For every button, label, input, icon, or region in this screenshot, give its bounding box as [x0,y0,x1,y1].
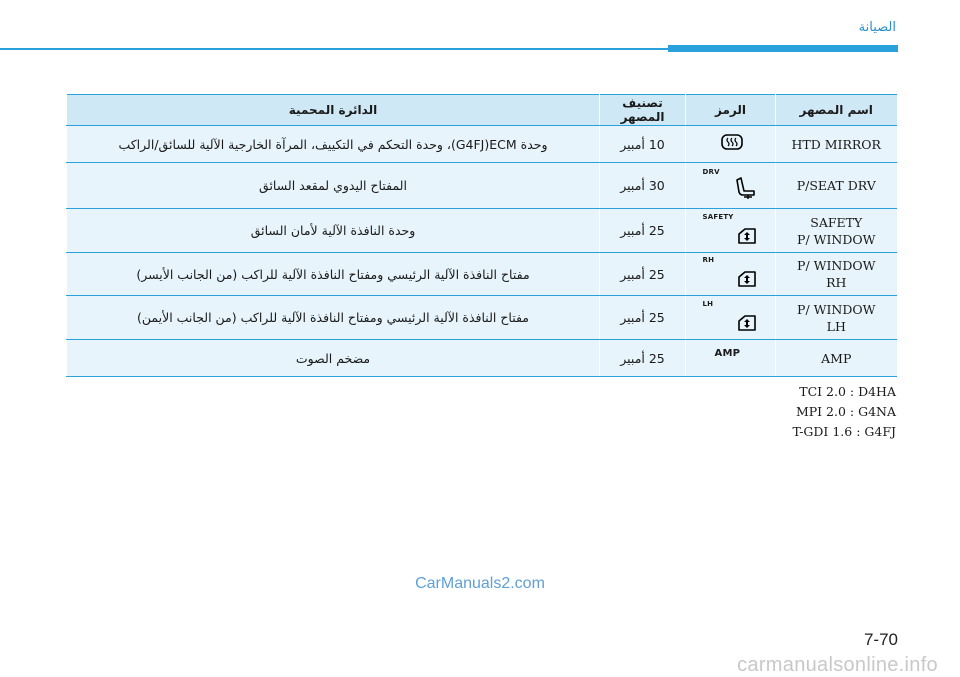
engine-model-line: T-GDI 1.6 : G4FJ [792,424,896,439]
symbol-label: SAFETY [702,212,734,221]
symbol-cell [686,296,776,340]
symbol-label: RH [702,256,715,264]
table-row [67,340,897,377]
symbol-cell [686,253,776,296]
engine-model-line: MPI 2.0 : G4NA [795,404,896,419]
heated-mirror-icon [721,134,743,152]
header-fuse-name: اسم المصهر [776,95,897,126]
table-header-row [67,95,897,126]
footer-watermark: carmanualsonline.info [737,654,938,676]
engine-model-list [792,382,896,442]
symbol-cell [686,163,776,209]
fuse-name-cell: P/ WINDOW LH [776,296,897,340]
table-row [67,126,897,163]
circuit-cell: مضخم الصوت [67,340,600,377]
amp-symbol-label: AMP [714,348,741,359]
power-window-icon [737,314,757,332]
table-row [67,209,897,253]
fuse-rating-cell: 10 أمبير [600,126,686,163]
table-row [67,253,897,296]
symbol-cell [686,340,776,377]
symbol-cell [686,209,776,253]
circuit-cell: مفتاح النافذة الآلية الرئيسي ومفتاح النافذة الآلية للراكب (من الجانب الأيمن) [67,296,600,340]
table-row [67,163,897,209]
fuse-name-cell: P/ WINDOW RH [776,253,897,296]
circuit-cell: مفتاح النافذة الآلية الرئيسي ومفتاح النافذة الآلية للراكب (من الجانب الأيسر) [67,253,600,296]
symbol-label: DRV [702,167,720,176]
symbol-cell [686,126,776,163]
circuit-cell: وحدة ECM‏(G4FJ)، وحدة التحكم في التكييف، المرآة الخارجية الآلية للسائق/الراكب [67,126,600,163]
circuit-cell: المفتاح اليدوي لمقعد السائق [67,163,600,209]
fuse-rating-cell: 25 أمبير [600,296,686,340]
circuit-cell: وحدة النافذة الآلية لأمان السائق [67,209,600,253]
table-row [67,296,897,340]
fuse-rating-cell: 25 أمبير [600,253,686,296]
fuse-name-cell: P/SEAT DRV [776,163,897,209]
fuse-name-cell: AMP [776,340,897,377]
fuse-rating-cell: 25 أمبير [600,209,686,253]
power-window-icon [737,270,757,288]
page-number: 7-70 [863,630,898,649]
header-rating: تصنيف المصهر [600,95,686,126]
header-symbol: الرمز [686,95,776,126]
fuse-name-cell: HTD MIRROR [776,126,897,163]
fuse-rating-cell: 25 أمبير [600,340,686,377]
header-accent-bar [668,45,898,52]
fuse-name-cell: SAFETY P/ WINDOW [776,209,897,253]
source-watermark: CarManuals2.com [415,575,545,592]
fuse-rating-cell: 30 أمبير [600,163,686,209]
section-title: الصيانة [858,20,896,35]
power-window-icon [737,227,757,245]
header-circuit: الدائرة المحمية [67,95,600,126]
symbol-label: LH [702,299,714,308]
fuse-table [66,94,897,377]
engine-model-line: TCI 2.0 : D4HA [799,384,896,399]
seat-icon [735,176,757,200]
